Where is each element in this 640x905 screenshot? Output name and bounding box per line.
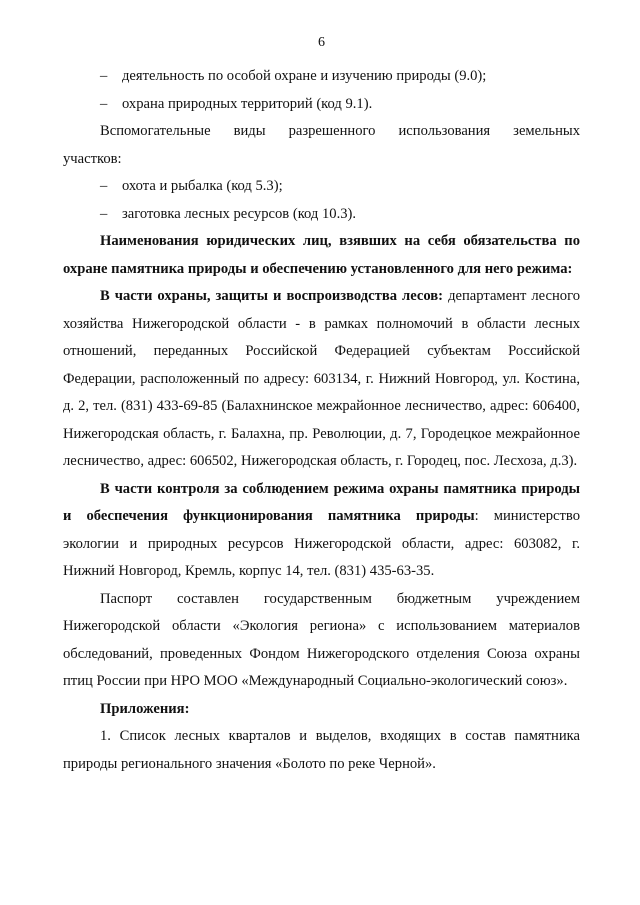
control-section-heading: В части контроля за соблюдением режима охраны памятника природы и обеспечения функционирования памятника природы xyxy=(63,480,580,524)
forest-section-text: департамент лесного хозяйства Нижегородской области - в рамках полномочий в области лесных отношений, переданных Российской Федерацией субъектам Российской Федерации, расположенный по адресу: 603134, г. Нижний Новгород, ул. Костина, д. 2, тел. (831) 433-69-85 (Балахнинское межрайонное лесничество, адрес: 606400, Нижегородская область, г. Балахна, пр. Революции, д. 7, Городецкое межрайонное лесничество, адрес: 606502, Нижегородская область, г. Городец, пос. Лесхоза, д.3). xyxy=(63,288,580,469)
list-item-text: охота и рыбалка (код 5.3); xyxy=(122,178,283,194)
aux-uses-heading-line1: Вспомогательные виды разрешенного использования земельных xyxy=(100,123,580,139)
list-item-text: деятельность по особой охране и изучению природы (9.0); xyxy=(122,68,487,84)
appendices-heading xyxy=(63,696,580,724)
list-item-text: охрана природных территорий (код 9.1). xyxy=(122,95,373,112)
passport-paragraph: Паспорт составлен государственным бюджетным учреждением Нижегородской области «Экология региона» с использованием материалов обследований, проведенных Фондом Нижегородского отделения Союза охраны птиц России при НРО МОО «Международный Социально-экологический союз». xyxy=(63,590,580,689)
list-item-text: заготовка лесных ресурсов (код 10.3). xyxy=(122,205,357,222)
appendices-heading-text: Приложения: xyxy=(100,700,190,717)
list-item-aux-2 xyxy=(63,201,580,229)
dash-marker: – xyxy=(100,95,108,112)
control-section-text: : министерство экологии и природных ресурсов Нижегородской области, адрес: 603082, г. Нижний Новгород, Кремль, корпус 14, тел. (831) 435-63-35. xyxy=(63,508,580,579)
legal-entities-heading xyxy=(63,228,580,283)
control-section-paragraph xyxy=(63,476,580,586)
legal-entities-heading-text: Наименования юридических лиц, взявших на себя обязательства по охране памятника природы и обеспечению установленного для него режима: xyxy=(63,233,580,277)
dash-marker: – xyxy=(100,68,108,84)
list-item-main-2 xyxy=(63,91,580,119)
forest-section-paragraph xyxy=(63,283,580,476)
appendix-item-1: 1. Список лесных кварталов и выделов, входящих в состав памятника природы регионального значения «Болото по реке Черной». xyxy=(63,728,580,772)
dash-marker: – xyxy=(100,205,108,222)
list-item-main-1 xyxy=(63,63,580,91)
forest-section-heading: В части охраны, защиты и воспроизводства лесов: xyxy=(100,288,444,304)
list-item-aux-1 xyxy=(63,173,580,201)
dash-marker: – xyxy=(100,178,108,194)
aux-uses-heading-line2: участков: xyxy=(63,150,122,167)
page-number: 6 xyxy=(318,35,325,50)
